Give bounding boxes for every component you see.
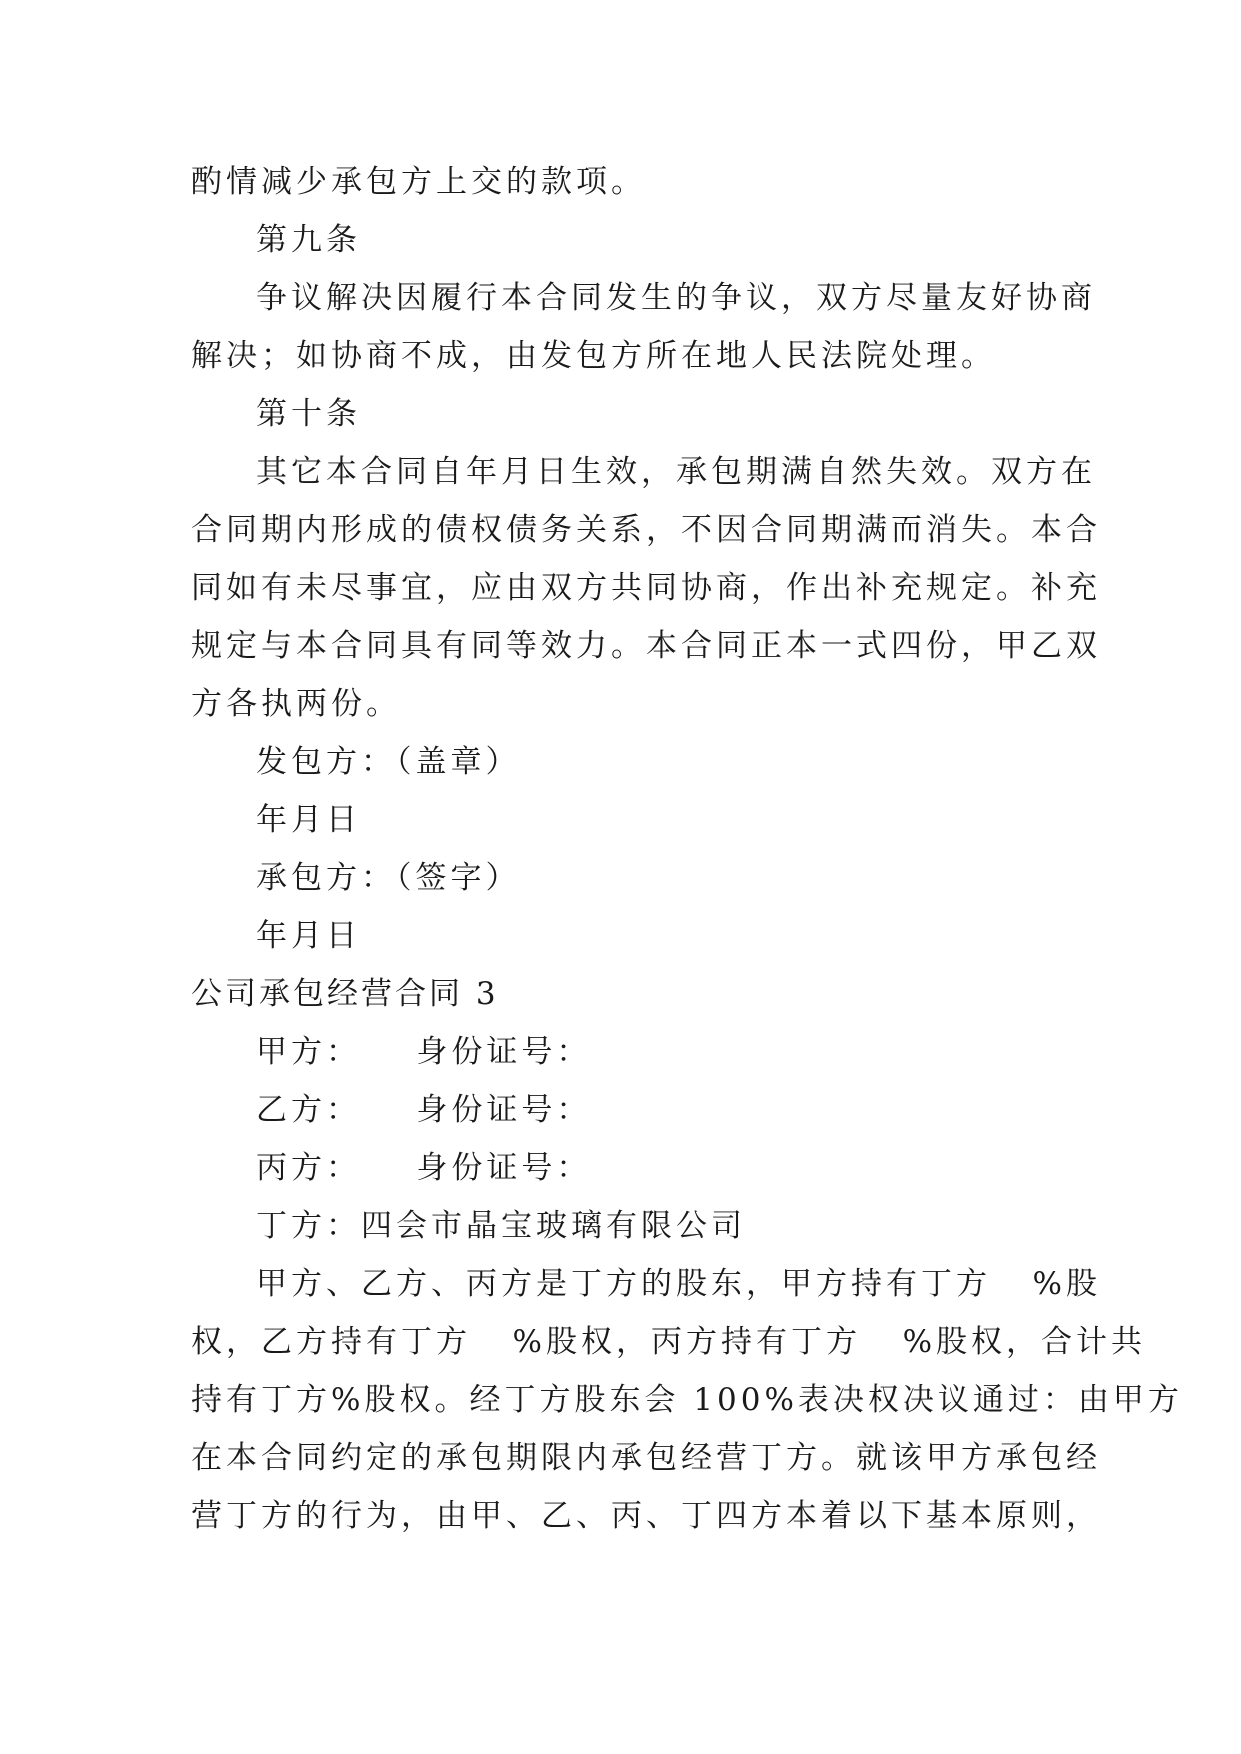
paragraph-line: 在本合同约定的承包期限内承包经营丁方。就该甲方承包经	[191, 1440, 1101, 1476]
party-d-line: 丁方：四会市晶宝玻璃有限公司	[256, 1208, 746, 1244]
paragraph-line: 权，乙方持有丁方 %股权，丙方持有丁方 %股权，合计共	[191, 1324, 1147, 1360]
paragraph-line: 同如有未尽事宜，应由双方共同协商，作出补充规定。补充	[191, 570, 1101, 606]
paragraph-line: 争议解决因履行本合同发生的争议，双方尽量友好协商	[256, 280, 1096, 316]
paragraph-line: 其它本合同自年月日生效，承包期满自然失效。双方在	[256, 454, 1096, 490]
section-title: 公司承包经营合同 3	[191, 976, 499, 1012]
paragraph-line: 方各执两份。	[191, 686, 401, 722]
paragraph-line: 持有丁方%股权。经丁方股东会 100%表决权决议通过：由甲方	[191, 1382, 1183, 1418]
paragraph-line: 规定与本合同具有同等效力。本合同正本一式四份，甲乙双	[191, 628, 1101, 664]
paragraph-line: 酌情减少承包方上交的款项。	[191, 164, 646, 200]
signature-line-contractor: 承包方：（签字）	[256, 860, 521, 896]
paragraph-line: 解决；如协商不成，由发包方所在地人民法院处理。	[191, 338, 996, 374]
party-c-line: 丙方： 身份证号：	[256, 1150, 592, 1186]
article-heading-10: 第十条	[256, 396, 361, 432]
date-line: 年月日	[256, 802, 361, 838]
party-a-line: 甲方： 身份证号：	[256, 1034, 592, 1070]
paragraph-line: 甲方、乙方、丙方是丁方的股东，甲方持有丁方 %股	[256, 1266, 1102, 1302]
article-heading-9: 第九条	[256, 222, 361, 258]
paragraph-line: 合同期内形成的债权债务关系，不因合同期满而消失。本合	[191, 512, 1101, 548]
signature-line-contractor-issuer: 发包方：（盖章）	[256, 744, 521, 780]
party-b-line: 乙方： 身份证号：	[256, 1092, 592, 1128]
date-line: 年月日	[256, 918, 361, 954]
paragraph-line: 营丁方的行为，由甲、乙、丙、丁四方本着以下基本原则，	[191, 1498, 1101, 1534]
